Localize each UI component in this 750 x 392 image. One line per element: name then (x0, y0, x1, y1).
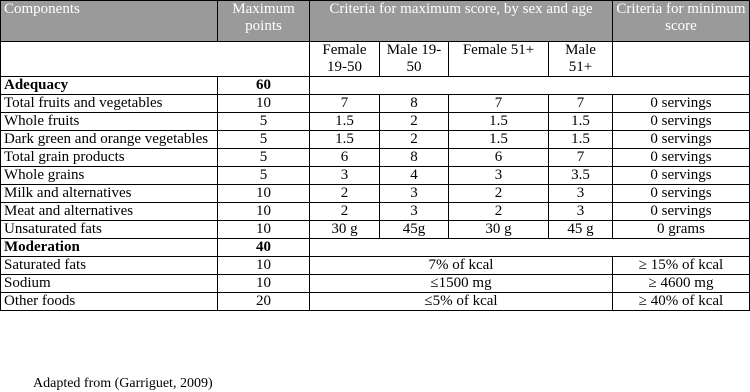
value-min: 0 servings (613, 95, 750, 113)
value-male-51: 3 (549, 203, 613, 221)
component-points: 10 (218, 221, 310, 239)
component-points: 5 (218, 149, 310, 167)
section-empty-cell (310, 239, 750, 257)
value-female-51: 2 (449, 203, 549, 221)
value-male-19-50: 3 (380, 185, 449, 203)
table-row (1, 221, 750, 239)
value-min: ≥ 40% of kcal (613, 293, 750, 311)
component-name: Sodium (1, 275, 218, 293)
component-name: Whole grains (1, 167, 218, 185)
value-min: 0 servings (613, 131, 750, 149)
table-row (1, 113, 750, 131)
component-name: Dark green and orange vegetables (1, 131, 218, 149)
value-female-51: 2 (449, 185, 549, 203)
subheader-min-blank (613, 42, 750, 77)
table-row (1, 257, 750, 275)
value-female-19-50: 1.5 (310, 113, 380, 131)
section-label: Adequacy (1, 77, 218, 95)
section-empty-cell (310, 77, 750, 95)
component-name: Milk and alternatives (1, 185, 218, 203)
component-points: 5 (218, 131, 310, 149)
component-points: 10 (218, 203, 310, 221)
component-name: Whole fruits (1, 113, 218, 131)
value-male-51: 7 (549, 95, 613, 113)
table-row (1, 185, 750, 203)
value-male-19-50: 2 (380, 113, 449, 131)
value-female-19-50: 7 (310, 95, 380, 113)
value-female-51: 6 (449, 149, 549, 167)
value-max-criteria: 7% of kcal (310, 257, 613, 275)
value-male-51: 7 (549, 149, 613, 167)
value-min: 0 grams (613, 221, 750, 239)
value-female-19-50: 3 (310, 167, 380, 185)
component-name: Other foods (1, 293, 218, 311)
value-min: ≥ 4600 mg (613, 275, 750, 293)
table-row (1, 167, 750, 185)
header-max-points: Maximum points (218, 1, 310, 42)
value-min: 0 servings (613, 113, 750, 131)
component-name: Meat and alternatives (1, 203, 218, 221)
header-criteria-min: Criteria for minimum score (613, 1, 750, 42)
value-female-19-50: 1.5 (310, 131, 380, 149)
value-male-51: 3 (549, 185, 613, 203)
section-label: Moderation (1, 239, 218, 257)
component-points: 10 (218, 275, 310, 293)
value-female-19-50: 30 g (310, 221, 380, 239)
section-points: 60 (218, 77, 310, 95)
value-male-19-50: 2 (380, 131, 449, 149)
section-moderation (1, 239, 750, 257)
value-min: 0 servings (613, 185, 750, 203)
component-name: Total grain products (1, 149, 218, 167)
component-points: 5 (218, 167, 310, 185)
value-male-19-50: 8 (380, 95, 449, 113)
table-row (1, 293, 750, 311)
value-min: 0 servings (613, 167, 750, 185)
value-male-19-50: 4 (380, 167, 449, 185)
group-male-19-50: Male 19-50 (380, 42, 449, 77)
value-min: ≥ 15% of kcal (613, 257, 750, 275)
value-female-51: 30 g (449, 221, 549, 239)
value-min: 0 servings (613, 203, 750, 221)
value-female-51: 3 (449, 167, 549, 185)
group-female-51: Female 51+ (449, 42, 549, 77)
component-points: 10 (218, 95, 310, 113)
section-points: 40 (218, 239, 310, 257)
table-row (1, 275, 750, 293)
group-male-51: Male 51+ (549, 42, 613, 77)
component-name: Saturated fats (1, 257, 218, 275)
value-male-19-50: 8 (380, 149, 449, 167)
component-points: 10 (218, 185, 310, 203)
value-female-19-50: 2 (310, 185, 380, 203)
table-row (1, 95, 750, 113)
value-max-criteria: ≤1500 mg (310, 275, 613, 293)
table-row (1, 203, 750, 221)
component-name: Total fruits and vegetables (1, 95, 218, 113)
component-points: 10 (218, 257, 310, 275)
component-points: 5 (218, 113, 310, 131)
section-adequacy (1, 77, 750, 95)
value-male-19-50: 3 (380, 203, 449, 221)
value-max-criteria: ≤5% of kcal (310, 293, 613, 311)
value-min: 0 servings (613, 149, 750, 167)
value-female-51: 1.5 (449, 131, 549, 149)
group-female-19-50: Female 19-50 (310, 42, 380, 77)
header-criteria-max: Criteria for maximum score, by sex and age (310, 1, 613, 42)
value-male-51: 1.5 (549, 131, 613, 149)
component-points: 20 (218, 293, 310, 311)
table-header-row (1, 1, 750, 42)
value-female-51: 1.5 (449, 113, 549, 131)
subheader-blank (1, 42, 310, 77)
value-female-19-50: 2 (310, 203, 380, 221)
value-male-51: 3.5 (549, 167, 613, 185)
value-male-51: 1.5 (549, 113, 613, 131)
value-male-51: 45 g (549, 221, 613, 239)
header-components: Components (1, 1, 218, 42)
table-row (1, 149, 750, 167)
value-female-19-50: 6 (310, 149, 380, 167)
table-row (1, 131, 750, 149)
subheader-row (1, 42, 750, 77)
value-male-19-50: 45g (380, 221, 449, 239)
component-name: Unsaturated fats (1, 221, 218, 239)
value-female-51: 7 (449, 95, 549, 113)
table-footnote: Adapted from (Garriguet, 2009) (33, 376, 213, 391)
